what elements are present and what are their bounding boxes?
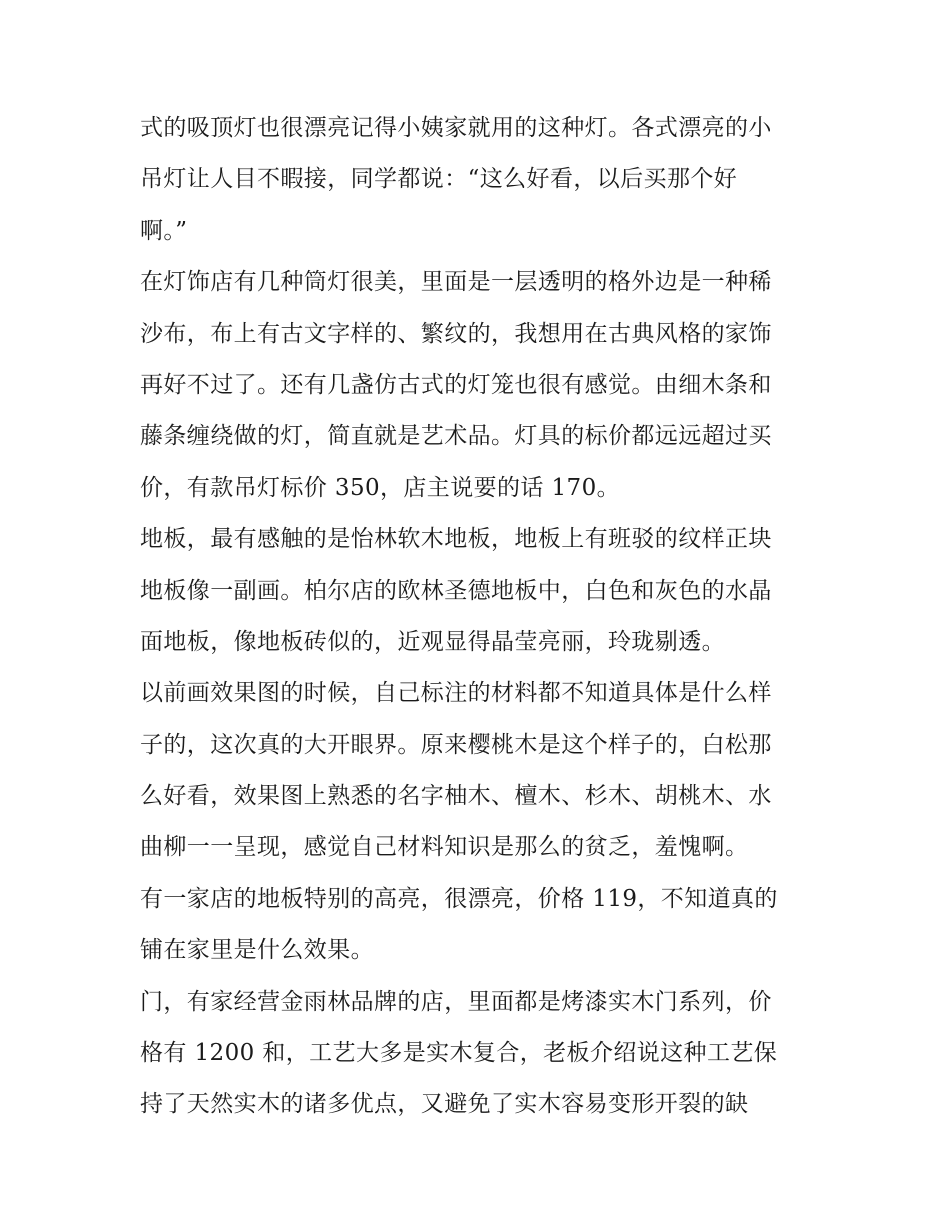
text-line: 有一家店的地板特别的高亮，很漂亮，价格 119，不知道真的 [140,885,778,912]
paragraph-lighting-store [140,257,812,514]
text-line: 吊灯让人目不暇接，同学都说：“这么好看，以后买那个好 [140,166,738,193]
text-line: 地板像一副画。柏尔店的欧林圣德地板中，白色和灰色的水晶 [140,577,772,604]
text-line: 曲柳一一呈现，感觉自己材料知识是那么的贫乏，羞愧啊。 [140,834,749,861]
paragraph-doors [140,977,812,1131]
paragraph-glossy-floor [140,874,812,977]
text-line: 藤条缠绕做的灯，简直就是艺术品。灯具的标价都远远超过买 [140,423,772,450]
text-line: 沙布，布上有古文字样的、繁纹的，我想用在古典风格的家饰 [140,320,772,347]
text-line: 再好不过了。还有几盏仿古式的灯笼也很有感觉。由细木条和 [140,371,772,398]
text-line: 子的，这次真的大开眼界。原来樱桃木是这个样子的，白松那 [140,731,772,758]
text-line: 持了天然实木的诸多优点，又避免了实木容易变形开裂的缺 [140,1091,749,1118]
paragraph-lighting-ceiling [140,103,812,257]
text-line: 价，有款吊灯标价 350，店主说要的话 170。 [140,474,621,501]
text-line: 啊。” [140,217,188,244]
text-line: 以前画效果图的时候，自己标注的材料都不知道具体是什么样 [140,680,772,707]
text-line: 格有 1200 和，工艺大多是实木复合，老板介绍说这种工艺保 [140,1040,778,1067]
paragraph-materials [140,668,812,874]
text-line: 在灯饰店有几种筒灯很美，里面是一层透明的格外边是一种稀 [140,269,772,296]
document-body [140,103,812,1131]
text-line: 面地板，像地板砖似的，近观显得晶莹亮丽，玲珑剔透。 [140,628,725,655]
text-line: 门，有家经营金雨林品牌的店，里面都是烤漆实木门系列，价 [140,988,772,1015]
text-line: 式的吸顶灯也很漂亮记得小姨家就用的这种灯。各式漂亮的小 [140,115,772,141]
text-line: 么好看，效果图上熟悉的名字柚木、檀木、杉木、胡桃木、水 [140,783,772,810]
text-line: 地板，最有感触的是怡林软木地板，地板上有班驳的纹样正块 [140,526,772,553]
text-line: 铺在家里是什么效果。 [140,937,374,964]
paragraph-flooring [140,514,812,668]
